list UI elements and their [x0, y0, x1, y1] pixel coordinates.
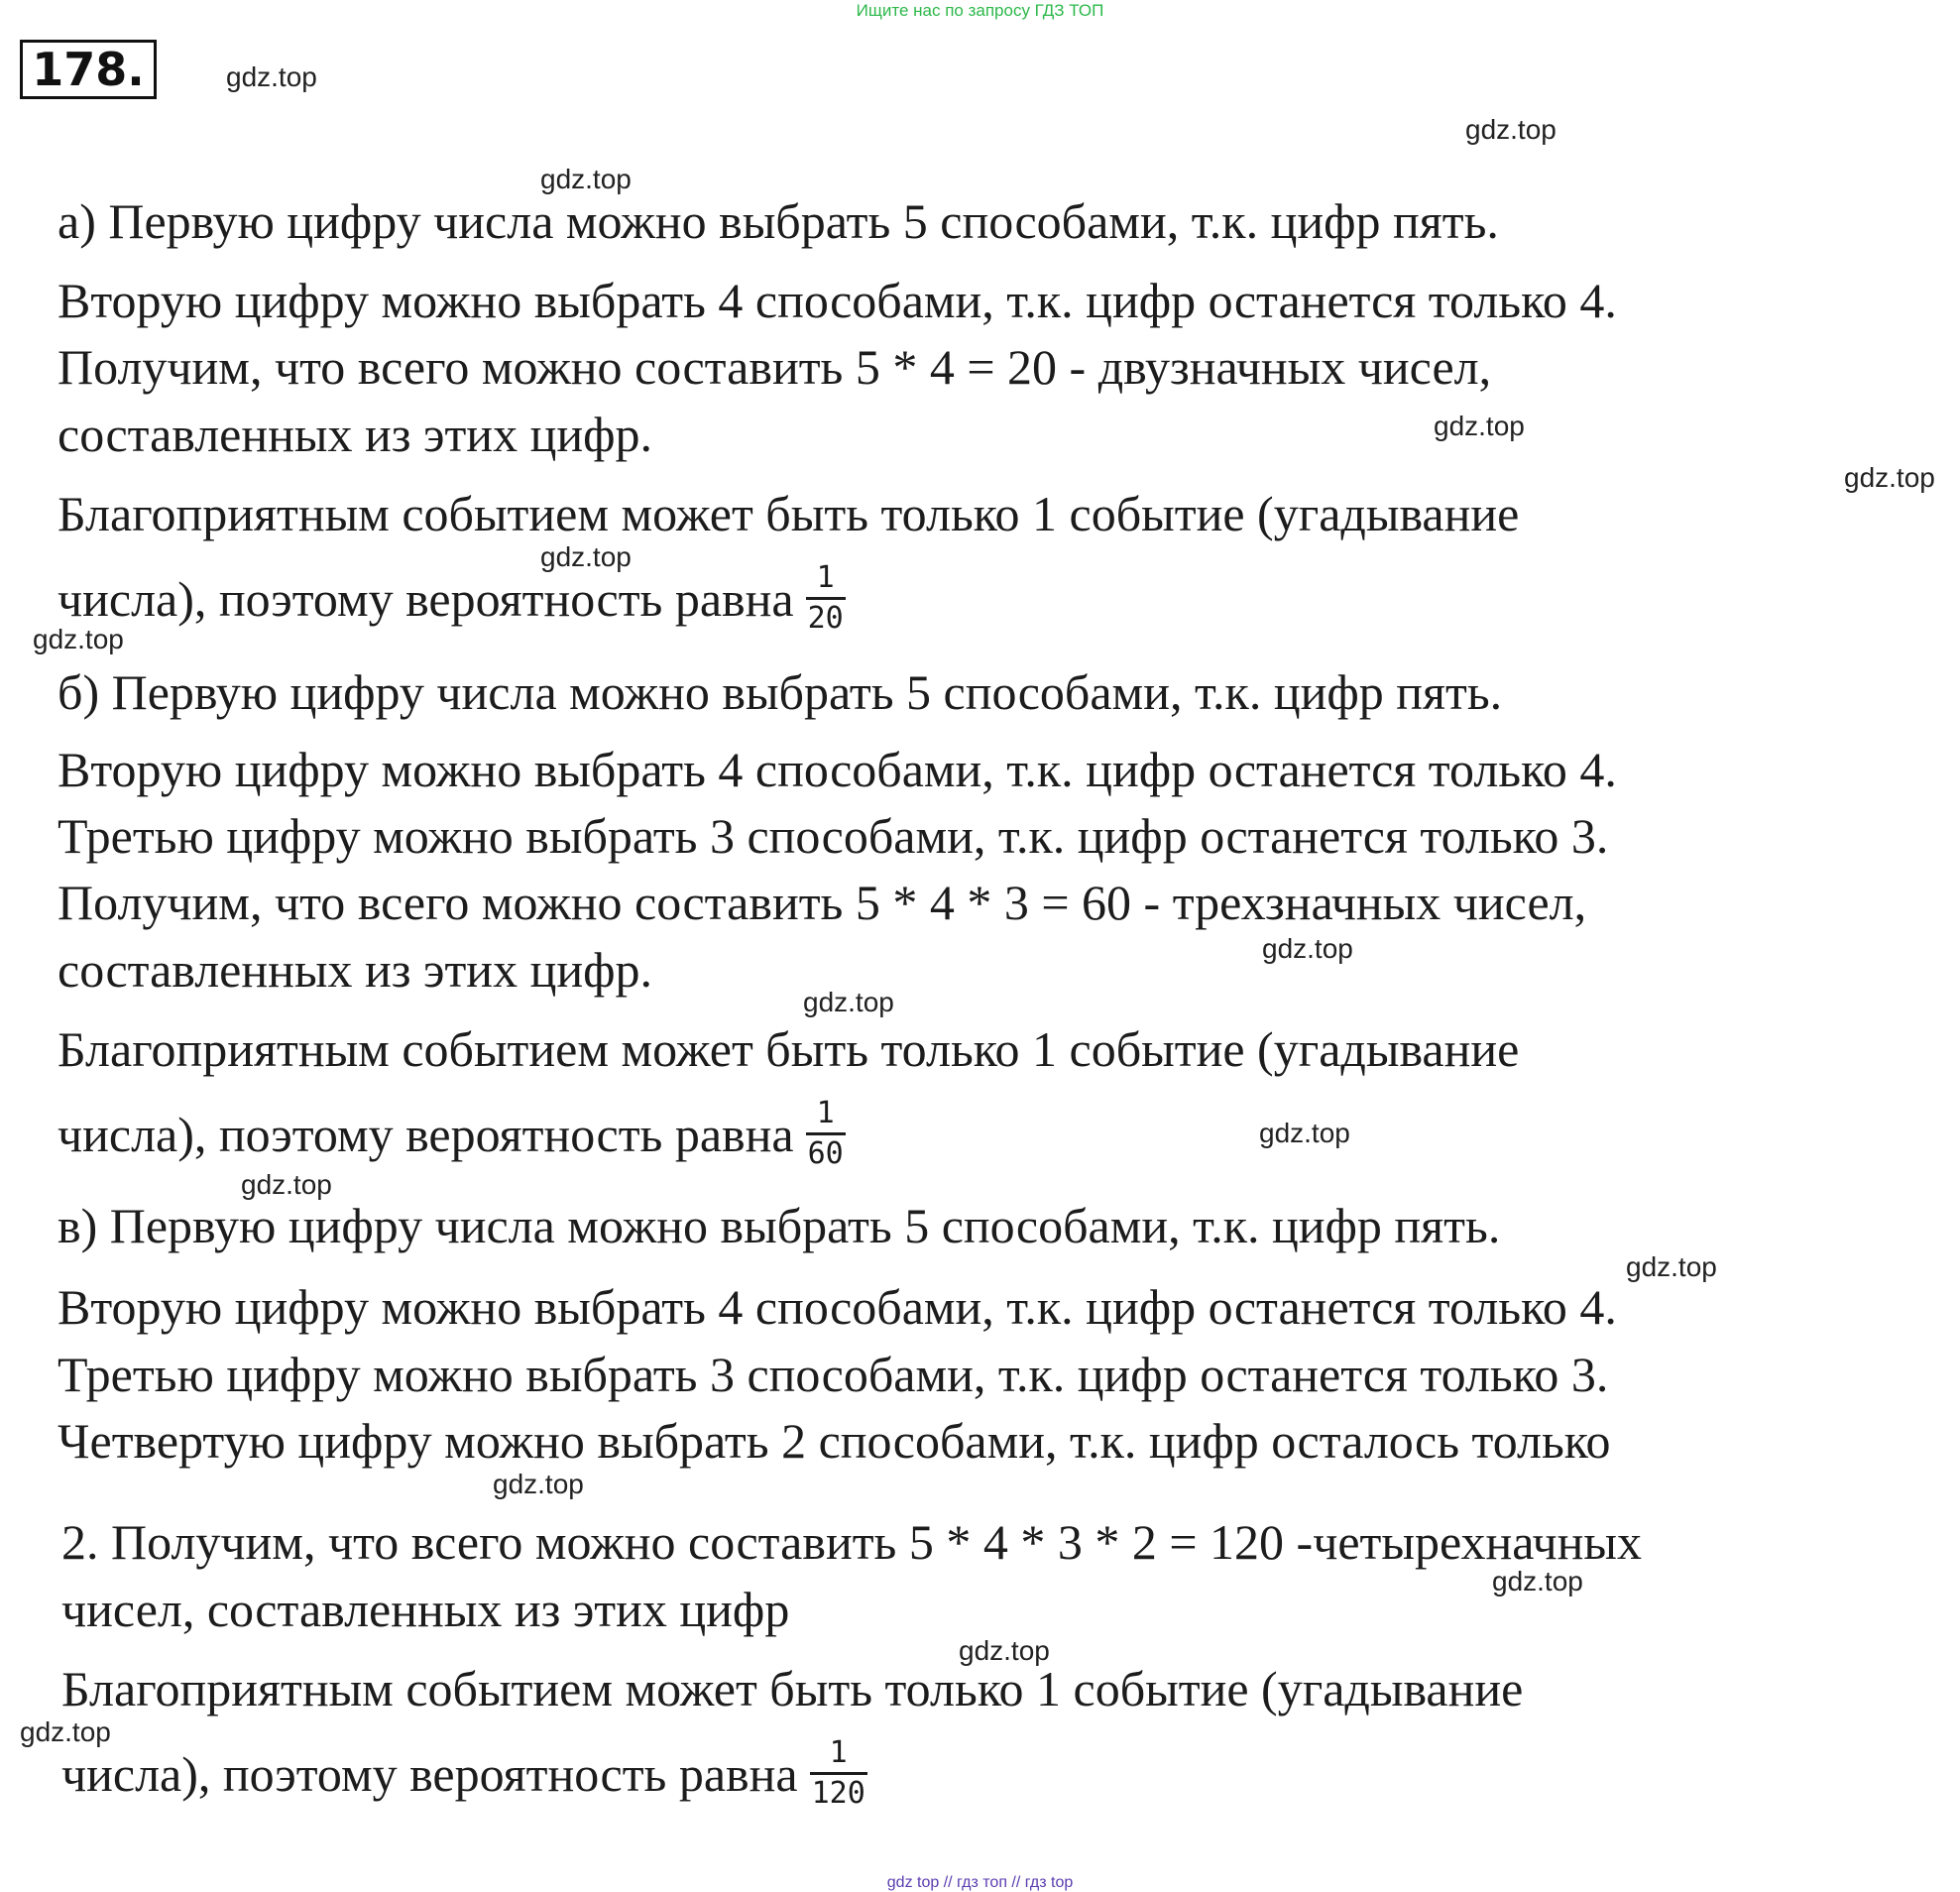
text-line: Благоприятным событием может быть только 1 событие (угадывание — [58, 486, 1520, 541]
text-line: чисел, составленных из этих цифр — [61, 1582, 790, 1637]
text-line: 2. Получим, что всего можно составить 5 * 4 * 3 * 2 = 120 -четырехначных — [61, 1514, 1642, 1570]
watermark: gdz.top — [540, 164, 632, 194]
fraction-bar — [806, 1132, 846, 1135]
fraction-numerator: 1 — [816, 560, 835, 595]
text-line: Вторую цифру можно выбрать 4 способами, т.к. цифр останется только 4. — [58, 1279, 1617, 1335]
watermark: gdz.top — [803, 987, 894, 1017]
text-line: Вторую цифру можно выбрать 4 способами, т.к. цифр останется только 4. — [58, 273, 1617, 328]
watermark: gdz.top — [241, 1169, 332, 1200]
probability-fraction — [806, 561, 846, 636]
text-line: Благоприятным событием может быть только 1 событие (угадывание — [61, 1661, 1524, 1716]
text-line: составленных из этих цифр. — [58, 942, 652, 998]
probability-text: числа), поэтому вероятность равна — [58, 570, 794, 627]
text-line: Вторую цифру можно выбрать 4 способами, т.к. цифр останется только 4. — [58, 742, 1617, 797]
probability-fraction — [810, 1736, 867, 1811]
text-line: Получим, что всего можно составить 5 * 4 * 3 = 60 - трехзначных чисел, — [58, 875, 1587, 930]
text-line: составленных из этих цифр. — [58, 407, 652, 462]
probability-line — [58, 1096, 846, 1177]
watermark: gdz.top — [1844, 462, 1935, 493]
text-line: б) Первую цифру числа можно выбрать 5 способами, т.к. цифр пять. — [58, 664, 1503, 720]
probability-line — [58, 560, 846, 642]
watermark: gdz.top — [33, 624, 124, 654]
fraction-bar — [810, 1772, 867, 1775]
watermark: gdz.top — [493, 1469, 584, 1499]
fraction-denominator: 120 — [811, 1776, 865, 1811]
probability-line — [61, 1735, 867, 1817]
watermark: gdz.top — [1434, 411, 1525, 441]
text-line: в) Первую цифру числа можно выбрать 5 способами, т.к. цифр пять. — [58, 1198, 1501, 1253]
fraction-numerator: 1 — [829, 1735, 848, 1770]
watermark: gdz.top — [1465, 114, 1556, 145]
text-line: Четвертую цифру можно выбрать 2 способами, т.к. цифр осталось только — [58, 1413, 1611, 1469]
text-line: Третью цифру можно выбрать 3 способами, т.к. цифр останется только 3. — [58, 808, 1609, 864]
watermark: gdz.top — [226, 61, 317, 92]
watermark: gdz.top — [959, 1635, 1050, 1666]
probability-text: числа), поэтому вероятность равна — [61, 1745, 798, 1802]
watermark: gdz.top — [540, 541, 632, 572]
fraction-numerator: 1 — [816, 1096, 835, 1130]
fraction-bar — [806, 597, 846, 600]
text-line: а) Первую цифру числа можно выбрать 5 способами, т.к. цифр пять. — [58, 193, 1499, 249]
watermark: gdz.top — [1259, 1118, 1350, 1148]
fraction-denominator: 20 — [807, 601, 844, 636]
text-line: Третью цифру можно выбрать 3 способами, т.к. цифр останется только 3. — [58, 1347, 1609, 1402]
top-banner: Ищите нас по запросу ГДЗ ТОП — [856, 1, 1104, 20]
fraction-denominator: 60 — [807, 1136, 844, 1171]
text-line: Получим, что всего можно составить 5 * 4 = 20 - двузначных чисел, — [58, 339, 1492, 395]
watermark: gdz.top — [1262, 933, 1353, 964]
probability-fraction — [806, 1097, 846, 1171]
text-line: Благоприятным событием может быть только 1 событие (угадывание — [58, 1021, 1520, 1077]
task-number: 178. — [20, 40, 157, 99]
watermark: gdz.top — [20, 1716, 111, 1747]
watermark: gdz.top — [1492, 1566, 1583, 1596]
probability-text: числа), поэтому вероятность равна — [58, 1106, 794, 1162]
watermark: gdz.top — [1626, 1251, 1717, 1282]
footer-watermark: gdz top // гдз топ // гдз top — [886, 1874, 1074, 1891]
